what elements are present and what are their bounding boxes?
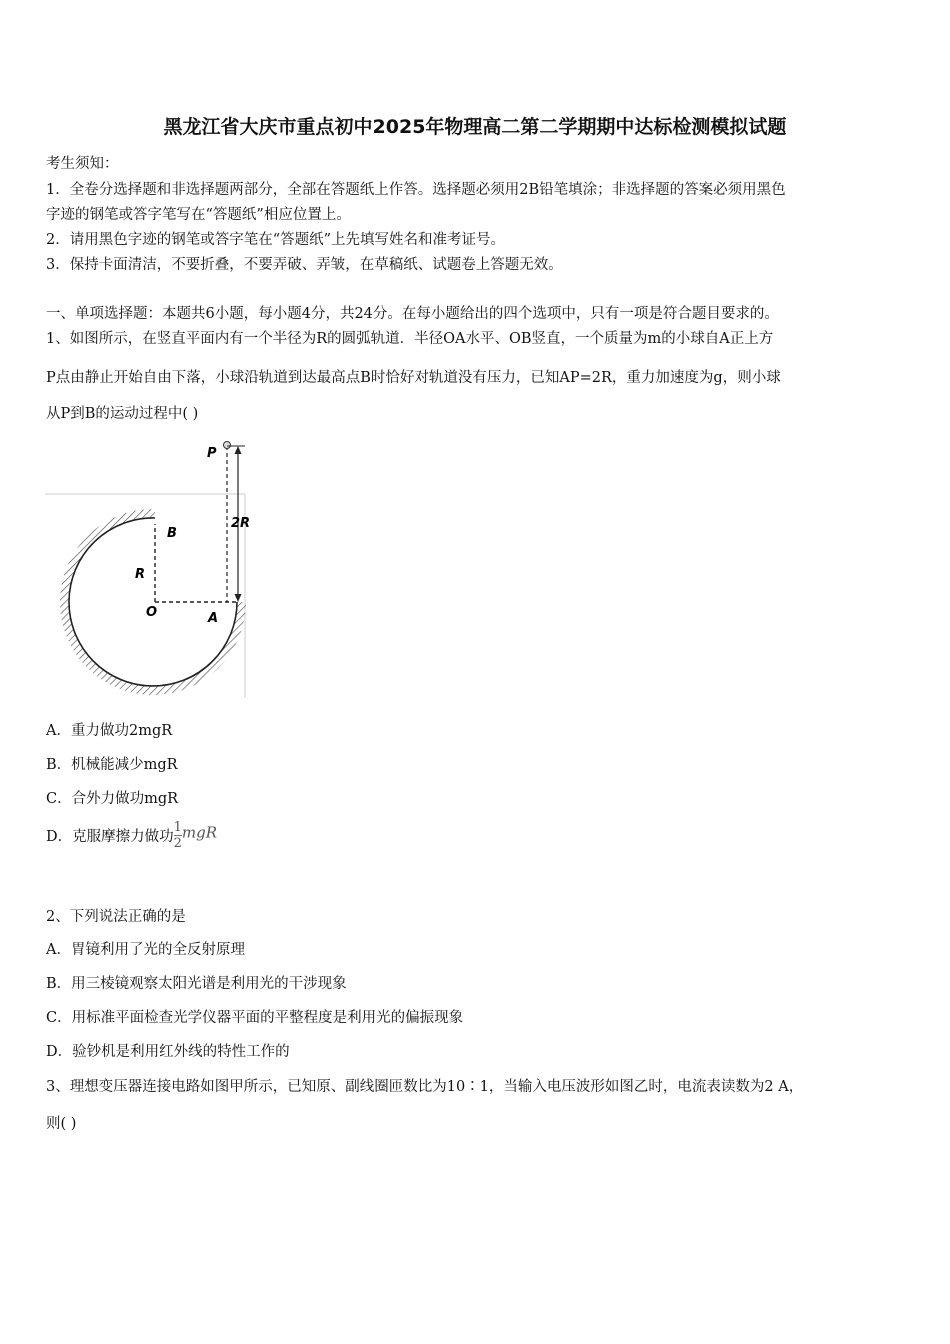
label-r: R [135, 567, 146, 582]
question-3-line: 则( ) [46, 1116, 77, 1132]
q2-option-a: A．胃镜利用了光的全反射原理 [46, 942, 245, 958]
q1-option-a: A．重力做功2mgR [46, 723, 173, 739]
q2-option-d: D．验钞机是利用红外线的特性工作的 [46, 1044, 290, 1060]
notice-item: 1．全卷分选择题和非选择题两部分，全部在答题纸上作答。选择题必须用2B铅笔填涂；非选择题的答案必须用黑色 [46, 182, 786, 198]
fraction-numerator: 1 [173, 820, 182, 835]
section-heading: 一、单项选择题：本题共6小题，每小题4分，共24分。在每小题给出的四个选项中，只有一项是符合题目要求的。 [46, 306, 779, 322]
label-2r: 2R [231, 516, 251, 531]
notice-item: 字迹的钢笔或答字笔写在“答题纸”相应位置上。 [46, 207, 351, 223]
question-1-line: 1、如图所示，在竖直平面内有一个半径为R的圆弧轨道．半径OA水平、OB竖直，一个质量为m的小球自A正上方 [46, 331, 774, 347]
notice-item: 3．保持卡面清洁，不要折叠，不要弄破、弄皱，在草稿纸、试题卷上答题无效。 [46, 257, 563, 273]
q2-option-b: B．用三棱镜观察太阳光谱是利用光的干涉现象 [46, 976, 347, 992]
label-a: A [208, 611, 219, 626]
label-o: O [146, 605, 158, 620]
question-1-line: 从P到B的运动过程中( ) [46, 406, 199, 422]
question-1-line: P点由静止开始自由下落，小球沿轨道到达最高点B时恰好对轨道没有压力，已知AP=2R，重力加速度为g，则小球 [46, 370, 781, 386]
label-p: P [207, 446, 217, 461]
page-title: 黑龙江省大庆市重点初中2025年物理高二第二学期期中达标检测模拟试题 [163, 116, 787, 138]
arrowhead-up [235, 446, 242, 454]
q1-option-d-suffix: mgR [181, 823, 218, 842]
question-3-line: 3、理想变压器连接电路如图甲所示，已知原、副线圈匝数比为10∶1，当输入电压波形如图乙时，电流表读数为2 A， [46, 1079, 804, 1095]
question-2-stem: 2、下列说法正确的是 [46, 909, 186, 925]
q1-option-d [46, 820, 217, 851]
fraction-denominator: 2 [173, 836, 182, 851]
label-b: B [167, 526, 177, 541]
q1-option-c: C．合外力做功mgR [46, 791, 179, 807]
ball [224, 442, 231, 449]
circular-track-figure [40, 436, 260, 701]
q1-option-d-prefix: D．克服摩擦力做功 [46, 829, 174, 845]
fraction [174, 820, 182, 851]
q1-option-b: B．机械能减少mgR [46, 757, 178, 773]
arrowhead-down [235, 594, 242, 602]
q2-option-c: C．用标准平面检查光学仪器平面的平整程度是利用光的偏振现象 [46, 1010, 464, 1026]
notice-item: 2．请用黑色字迹的钢笔或答字笔在“答题纸”上先填写姓名和准考证号。 [46, 232, 506, 248]
notice-heading: 考生须知： [46, 156, 119, 172]
